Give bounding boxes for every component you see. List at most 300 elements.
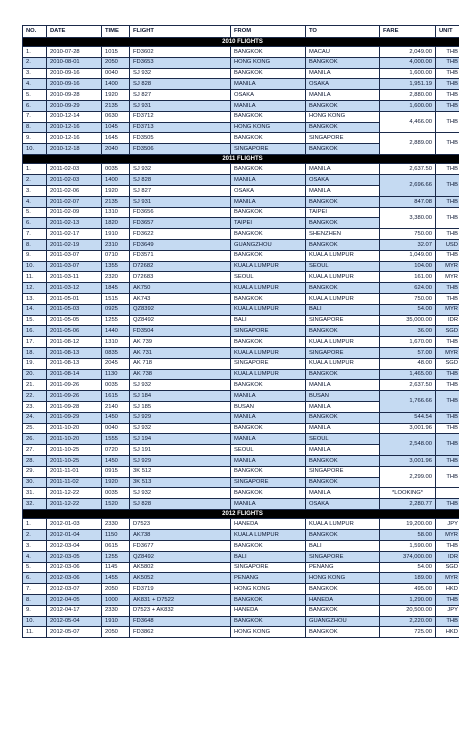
cell-no: 22. xyxy=(23,391,47,402)
table-row xyxy=(23,304,459,315)
cell-to: BANGKOK xyxy=(306,100,380,111)
cell-to: MANILA xyxy=(306,380,380,391)
cell-unit: THB xyxy=(436,369,459,380)
cell-time: 1440 xyxy=(102,326,130,337)
cell-flight: QZ8492 xyxy=(130,551,231,562)
cell-unit: HKD xyxy=(436,627,459,638)
cell-date: 2011-09-29 xyxy=(47,412,102,423)
cell-unit: MYR xyxy=(436,261,459,272)
table-row xyxy=(23,530,459,541)
cell-date: 2011-09-26 xyxy=(47,391,102,402)
table-row xyxy=(23,111,459,122)
table-row xyxy=(23,605,459,616)
cell-fare: 189.00 xyxy=(380,573,436,584)
cell-unit: THB xyxy=(436,207,459,229)
flights-table-container xyxy=(22,25,458,638)
cell-fare: 3,001.96 xyxy=(380,455,436,466)
cell-no: 7. xyxy=(23,111,47,122)
cell-no: 2. xyxy=(23,530,47,541)
cell-fare: 2,299.00 xyxy=(380,466,436,488)
cell-from: MANILA xyxy=(231,175,306,186)
cell-time: 0915 xyxy=(102,466,130,477)
cell-date: 2011-12-22 xyxy=(47,499,102,510)
cell-no: 13. xyxy=(23,294,47,305)
table-row xyxy=(23,79,459,90)
table-row xyxy=(23,369,459,380)
cell-from: MANILA xyxy=(231,455,306,466)
cell-to: HONG KONG xyxy=(306,111,380,122)
cell-flight: AK738 xyxy=(130,530,231,541)
cell-date: 2011-05-05 xyxy=(47,315,102,326)
cell-date: 2012-03-06 xyxy=(47,573,102,584)
cell-to: PENANG xyxy=(306,562,380,573)
cell-unit: MYR xyxy=(436,573,459,584)
cell-from: SINGAPORE xyxy=(231,144,306,155)
flights-table xyxy=(22,25,459,638)
cell-fare: 750.00 xyxy=(380,229,436,240)
cell-from: BALI xyxy=(231,315,306,326)
cell-flight: FD3719 xyxy=(130,584,231,595)
cell-from: BANGKOK xyxy=(231,595,306,606)
table-row xyxy=(23,391,459,402)
cell-date: 2010-09-16 xyxy=(47,79,102,90)
table-row xyxy=(23,207,459,218)
table-row xyxy=(23,175,459,186)
cell-no: 5. xyxy=(23,207,47,218)
cell-from: BANGKOK xyxy=(231,68,306,79)
cell-to: MANILA xyxy=(306,68,380,79)
cell-to: BANGKOK xyxy=(306,283,380,294)
cell-flight: FD3649 xyxy=(130,240,231,251)
cell-flight: QZ8492 xyxy=(130,315,231,326)
cell-time: 1555 xyxy=(102,434,130,445)
cell-fare: 544.54 xyxy=(380,412,436,423)
cell-date: 2011-03-07 xyxy=(47,261,102,272)
cell-unit: IDR xyxy=(436,551,459,562)
table-row xyxy=(23,326,459,337)
cell-unit: THB xyxy=(436,47,459,58)
cell-from: BANGKOK xyxy=(231,337,306,348)
cell-time: 1520 xyxy=(102,499,130,510)
cell-unit: THB xyxy=(436,541,459,552)
table-row xyxy=(23,519,459,530)
cell-date: 2011-10-25 xyxy=(47,445,102,456)
table-row xyxy=(23,100,459,111)
cell-time: 0710 xyxy=(102,250,130,261)
cell-no: 9. xyxy=(23,133,47,144)
cell-date: 2011-02-03 xyxy=(47,175,102,186)
cell-unit: THB xyxy=(436,412,459,423)
section-title: 2010 FLIGHTS xyxy=(23,37,459,47)
cell-to: BUSAN xyxy=(306,391,380,402)
cell-to: SINGAPORE xyxy=(306,133,380,144)
cell-to: MANILA xyxy=(306,488,380,499)
cell-from: BANGKOK xyxy=(231,616,306,627)
cell-flight: FD3677 xyxy=(130,541,231,552)
table-row xyxy=(23,272,459,283)
cell-from: KUALA LUMPUR xyxy=(231,348,306,359)
cell-no: 11. xyxy=(23,627,47,638)
cell-time: 1920 xyxy=(102,186,130,197)
cell-unit: IDR xyxy=(436,315,459,326)
table-row xyxy=(23,196,459,207)
cell-time: 1910 xyxy=(102,229,130,240)
table-row xyxy=(23,68,459,79)
cell-no: 15. xyxy=(23,315,47,326)
cell-unit: SGD xyxy=(436,562,459,573)
cell-to: BANGKOK xyxy=(306,122,380,133)
cell-time: 1015 xyxy=(102,47,130,58)
cell-fare: 2,637.50 xyxy=(380,380,436,391)
cell-flight: FD3504 xyxy=(130,326,231,337)
cell-flight: FD3622 xyxy=(130,229,231,240)
cell-to: KUALA LUMPUR xyxy=(306,250,380,261)
cell-unit: THB xyxy=(436,100,459,111)
cell-unit: MYR xyxy=(436,348,459,359)
cell-flight: QZ8392 xyxy=(130,304,231,315)
cell-time: 2320 xyxy=(102,272,130,283)
table-row xyxy=(23,133,459,144)
cell-to: TAIPEI xyxy=(306,207,380,218)
cell-from: KUALA LUMPUR xyxy=(231,283,306,294)
cell-no: 25. xyxy=(23,423,47,434)
cell-unit: THB xyxy=(436,283,459,294)
cell-no: 9. xyxy=(23,605,47,616)
cell-flight: FD3571 xyxy=(130,250,231,261)
table-row xyxy=(23,551,459,562)
cell-date: 2011-02-07 xyxy=(47,196,102,207)
cell-time: 1515 xyxy=(102,294,130,305)
table-row xyxy=(23,164,459,175)
cell-flight: SJ 828 xyxy=(130,175,231,186)
cell-to: BANGKOK xyxy=(306,144,380,155)
cell-date: 2011-08-12 xyxy=(47,337,102,348)
cell-flight: SJ 932 xyxy=(130,423,231,434)
header-to: TO xyxy=(306,26,380,38)
cell-unit: THB xyxy=(436,616,459,627)
table-row xyxy=(23,434,459,445)
cell-time: 1355 xyxy=(102,261,130,272)
table-row xyxy=(23,294,459,305)
cell-no: 6. xyxy=(23,573,47,584)
cell-from: MANILA xyxy=(231,100,306,111)
table-row xyxy=(23,240,459,251)
cell-unit: THB xyxy=(436,229,459,240)
cell-flight: D7523 xyxy=(130,519,231,530)
cell-to: SINGAPORE xyxy=(306,348,380,359)
cell-time: 0040 xyxy=(102,68,130,79)
cell-fare: 104.00 xyxy=(380,261,436,272)
cell-date: 2011-05-06 xyxy=(47,326,102,337)
cell-time: 2040 xyxy=(102,144,130,155)
cell-fare: 750.00 xyxy=(380,294,436,305)
cell-flight: SJ 931 xyxy=(130,196,231,207)
cell-flight: D72682 xyxy=(130,261,231,272)
header-from: FROM xyxy=(231,26,306,38)
cell-date: 2011-03-11 xyxy=(47,272,102,283)
cell-time: 1145 xyxy=(102,562,130,573)
cell-no: 16. xyxy=(23,326,47,337)
cell-time: 1310 xyxy=(102,337,130,348)
cell-to: BANGKOK xyxy=(306,627,380,638)
cell-flight: D7523 + AK832 xyxy=(130,605,231,616)
cell-no: 32. xyxy=(23,499,47,510)
cell-time: 1255 xyxy=(102,315,130,326)
cell-to: HANEDA xyxy=(306,595,380,606)
cell-time: 1400 xyxy=(102,175,130,186)
cell-no: 30. xyxy=(23,477,47,488)
cell-flight: SJ 828 xyxy=(130,79,231,90)
table-row xyxy=(23,616,459,627)
cell-unit: THB xyxy=(436,466,459,488)
cell-from: KUALA LUMPUR xyxy=(231,304,306,315)
cell-fare: 32.07 xyxy=(380,240,436,251)
cell-fare: 54.00 xyxy=(380,304,436,315)
table-row xyxy=(23,584,459,595)
cell-from: GUANGZHOU xyxy=(231,240,306,251)
cell-time: 2050 xyxy=(102,57,130,68)
cell-no: 3. xyxy=(23,186,47,197)
section-header-row xyxy=(23,509,459,519)
cell-no: 21. xyxy=(23,380,47,391)
cell-to: BANGKOK xyxy=(306,218,380,229)
cell-flight: SJ 828 xyxy=(130,499,231,510)
cell-flight: FD3505 xyxy=(130,133,231,144)
cell-date: 2012-03-07 xyxy=(47,584,102,595)
cell-date: 2010-12-14 xyxy=(47,111,102,122)
cell-time: 1845 xyxy=(102,283,130,294)
cell-flight: FD3657 xyxy=(130,218,231,229)
cell-date: 2011-08-14 xyxy=(47,369,102,380)
cell-no: 6. xyxy=(23,100,47,111)
cell-to: MANILA xyxy=(306,423,380,434)
cell-from: SEOUL xyxy=(231,272,306,283)
cell-unit: JPY xyxy=(436,605,459,616)
cell-time: 1150 xyxy=(102,530,130,541)
cell-to: SINGAPORE xyxy=(306,551,380,562)
cell-flight: AK5052 xyxy=(130,573,231,584)
cell-from: MANILA xyxy=(231,412,306,423)
cell-time: 1045 xyxy=(102,122,130,133)
cell-time: 0925 xyxy=(102,304,130,315)
cell-time: 2050 xyxy=(102,584,130,595)
header-flight: FLIGHT xyxy=(130,26,231,38)
cell-fare: 4,000.00 xyxy=(380,57,436,68)
cell-time: 2330 xyxy=(102,605,130,616)
cell-time: 0035 xyxy=(102,164,130,175)
cell-from: BANGKOK xyxy=(231,111,306,122)
cell-flight: SJ 932 xyxy=(130,488,231,499)
cell-fare: 847.08 xyxy=(380,196,436,207)
cell-time: 1920 xyxy=(102,90,130,101)
cell-date: 2012-01-03 xyxy=(47,519,102,530)
cell-unit: THB xyxy=(436,380,459,391)
cell-time: 1455 xyxy=(102,573,130,584)
cell-from: HONG KONG xyxy=(231,627,306,638)
cell-fare: 1,290.00 xyxy=(380,595,436,606)
table-row xyxy=(23,57,459,68)
cell-date: 2012-03-04 xyxy=(47,541,102,552)
cell-from: KUALA LUMPUR xyxy=(231,530,306,541)
cell-time: 2140 xyxy=(102,402,130,413)
cell-to: BANGKOK xyxy=(306,412,380,423)
cell-from: SINGAPORE xyxy=(231,562,306,573)
cell-from: HONG KONG xyxy=(231,122,306,133)
cell-to: BANGKOK xyxy=(306,369,380,380)
cell-no: 7. xyxy=(23,229,47,240)
cell-flight: SJ 191 xyxy=(130,445,231,456)
cell-date: 2010-12-18 xyxy=(47,144,102,155)
cell-from: PENANG xyxy=(231,573,306,584)
cell-no: 27. xyxy=(23,445,47,456)
cell-from: BANGKOK xyxy=(231,250,306,261)
cell-to: SINGAPORE xyxy=(306,466,380,477)
cell-to: OSAKA xyxy=(306,499,380,510)
cell-date: 2012-03-05 xyxy=(47,551,102,562)
cell-flight: D72683 xyxy=(130,272,231,283)
cell-from: OSAKA xyxy=(231,90,306,101)
cell-date: 2011-09-26 xyxy=(47,380,102,391)
cell-unit xyxy=(436,488,459,499)
table-row xyxy=(23,595,459,606)
cell-date: 2011-10-25 xyxy=(47,455,102,466)
cell-date: 2010-12-16 xyxy=(47,133,102,144)
table-row xyxy=(23,455,459,466)
cell-from: BUSAN xyxy=(231,402,306,413)
cell-to: BANGKOK xyxy=(306,530,380,541)
cell-date: 2010-12-16 xyxy=(47,122,102,133)
cell-unit: THB xyxy=(436,294,459,305)
cell-time: 1400 xyxy=(102,79,130,90)
cell-date: 2011-12-22 xyxy=(47,488,102,499)
cell-to: BANGKOK xyxy=(306,455,380,466)
cell-date: 2011-02-06 xyxy=(47,186,102,197)
cell-flight: 3K 512 xyxy=(130,466,231,477)
cell-date: 2011-08-13 xyxy=(47,358,102,369)
cell-unit: THB xyxy=(436,595,459,606)
cell-flight: AK 718 xyxy=(130,358,231,369)
table-row xyxy=(23,466,459,477)
cell-unit: THB xyxy=(436,196,459,207)
cell-date: 2011-03-12 xyxy=(47,283,102,294)
cell-date: 2011-08-13 xyxy=(47,348,102,359)
cell-to: MANILA xyxy=(306,186,380,197)
table-row xyxy=(23,627,459,638)
cell-date: 2012-05-04 xyxy=(47,616,102,627)
cell-unit: MYR xyxy=(436,304,459,315)
cell-from: MANILA xyxy=(231,79,306,90)
cell-flight: AK5802 xyxy=(130,562,231,573)
table-row xyxy=(23,47,459,58)
cell-date: 2011-02-17 xyxy=(47,229,102,240)
cell-no: 2. xyxy=(23,175,47,186)
cell-time: 1310 xyxy=(102,207,130,218)
cell-date: 2012-01-04 xyxy=(47,530,102,541)
cell-unit: THB xyxy=(436,337,459,348)
cell-fare: 2,696.66 xyxy=(380,175,436,197)
cell-flight: SJ 194 xyxy=(130,434,231,445)
cell-to: BANGKOK xyxy=(306,477,380,488)
cell-from: BANGKOK xyxy=(231,423,306,434)
cell-to: MANILA xyxy=(306,90,380,101)
cell-fare: 48.00 xyxy=(380,358,436,369)
cell-unit: THB xyxy=(436,434,459,456)
cell-flight: FD3656 xyxy=(130,207,231,218)
cell-fare: 54.00 xyxy=(380,562,436,573)
cell-flight: FD3862 xyxy=(130,627,231,638)
cell-from: SINGAPORE xyxy=(231,477,306,488)
cell-from: TAIPEI xyxy=(231,218,306,229)
cell-no: 9. xyxy=(23,250,47,261)
cell-time: 0040 xyxy=(102,423,130,434)
cell-time: 1645 xyxy=(102,133,130,144)
cell-fare: 2,280.77 xyxy=(380,499,436,510)
cell-fare: 57.00 xyxy=(380,348,436,359)
table-row xyxy=(23,315,459,326)
cell-to: HONG KONG xyxy=(306,573,380,584)
cell-fare: 36.00 xyxy=(380,326,436,337)
table-row xyxy=(23,358,459,369)
cell-fare: 1,766.66 xyxy=(380,391,436,413)
cell-from: MANILA xyxy=(231,391,306,402)
cell-to: SEOUL xyxy=(306,261,380,272)
cell-from: MANILA xyxy=(231,196,306,207)
cell-flight: SJ 931 xyxy=(130,100,231,111)
cell-fare: 1,951.19 xyxy=(380,79,436,90)
cell-no: 3. xyxy=(23,541,47,552)
cell-date: 2012-05-07 xyxy=(47,627,102,638)
cell-fare: 624.00 xyxy=(380,283,436,294)
cell-unit: HKD xyxy=(436,584,459,595)
cell-to: SINGAPORE xyxy=(306,315,380,326)
table-row xyxy=(23,423,459,434)
table-row xyxy=(23,229,459,240)
cell-no: 28. xyxy=(23,455,47,466)
cell-unit: SGD xyxy=(436,358,459,369)
table-row xyxy=(23,250,459,261)
cell-no: 23. xyxy=(23,402,47,413)
cell-time: 0615 xyxy=(102,541,130,552)
cell-time: 1615 xyxy=(102,391,130,402)
cell-from: SINGAPORE xyxy=(231,326,306,337)
cell-time: 1450 xyxy=(102,412,130,423)
cell-to: MANILA xyxy=(306,164,380,175)
cell-from: BANGKOK xyxy=(231,207,306,218)
cell-no: 31. xyxy=(23,488,47,499)
cell-from: OSAKA xyxy=(231,186,306,197)
cell-from: BANGKOK xyxy=(231,47,306,58)
cell-from: MANILA xyxy=(231,499,306,510)
table-row xyxy=(23,412,459,423)
cell-no: 4. xyxy=(23,79,47,90)
cell-date: 2011-10-20 xyxy=(47,423,102,434)
cell-unit: THB xyxy=(436,499,459,510)
cell-unit: THB xyxy=(436,57,459,68)
cell-fare: 374,000.00 xyxy=(380,551,436,562)
cell-no: 4. xyxy=(23,196,47,207)
cell-to: MANILA xyxy=(306,402,380,413)
cell-to: BANGKOK xyxy=(306,196,380,207)
table-row xyxy=(23,562,459,573)
cell-time: 1450 xyxy=(102,455,130,466)
cell-from: HANEDA xyxy=(231,519,306,530)
cell-from: MANILA xyxy=(231,434,306,445)
cell-fare: 3,001.96 xyxy=(380,423,436,434)
cell-date: 2012-04-05 xyxy=(47,595,102,606)
cell-to: SEOUL xyxy=(306,434,380,445)
cell-fare: 495.00 xyxy=(380,584,436,595)
cell-flight: FD3713 xyxy=(130,122,231,133)
